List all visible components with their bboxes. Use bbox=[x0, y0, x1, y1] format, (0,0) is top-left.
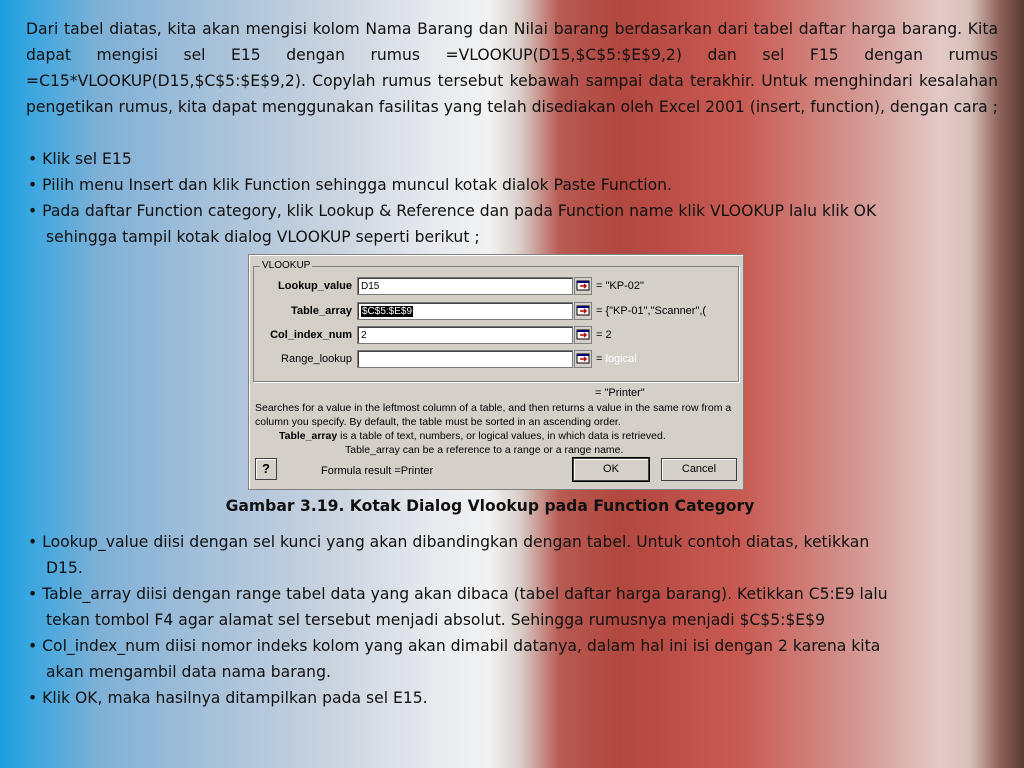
arg-label: Table_array bbox=[291, 305, 352, 317]
step-text-continued: D15. bbox=[46, 559, 83, 577]
step-text: • Klik OK, maka hasilnya ditampilkan pada sel E15. bbox=[28, 689, 428, 707]
collapse-dialog-icon[interactable] bbox=[574, 277, 592, 295]
arg-result-hint: logical bbox=[605, 353, 637, 365]
arg-row-lookup-value bbox=[254, 277, 738, 297]
cancel-button[interactable]: Cancel bbox=[661, 458, 737, 481]
step-text: • Lookup_value diisi dengan sel kunci yang akan dibandingkan dengan tabel. Untuk contoh diatas, ketikkan bbox=[28, 533, 870, 551]
range-lookup-input[interactable] bbox=[357, 350, 573, 368]
steps-list-before bbox=[28, 146, 1000, 250]
arg-help-name: Table_array bbox=[279, 430, 338, 442]
list-item bbox=[28, 529, 1000, 581]
step-text-continued: sehingga tampil kotak dialog VLOOKUP seperti berikut ; bbox=[46, 228, 480, 246]
arg-help-text-continued: Table_array can be a reference to a range or a range name. bbox=[345, 444, 624, 456]
list-item bbox=[28, 581, 1000, 633]
formula-result: Formula result =Printer bbox=[321, 465, 434, 477]
arg-row-table-array bbox=[254, 302, 738, 322]
lookup-value-input[interactable]: D15 bbox=[357, 277, 573, 295]
step-text: • Pilih menu Insert dan klik Function sehingga muncul kotak dialok Paste Function. bbox=[28, 176, 672, 194]
table-array-input[interactable] bbox=[357, 302, 573, 320]
function-description bbox=[255, 401, 737, 457]
arg-result: = {"KP-01","Scanner",( bbox=[596, 305, 707, 317]
help-button[interactable]: ? bbox=[255, 458, 277, 480]
arg-result bbox=[596, 353, 716, 365]
group-title: VLOOKUP bbox=[262, 260, 311, 271]
step-text-continued: akan mengambil data nama barang. bbox=[46, 663, 331, 681]
vlookup-dialog bbox=[248, 254, 744, 490]
formula-value: = "Printer" bbox=[595, 387, 645, 399]
list-item bbox=[28, 172, 1000, 198]
arg-help-text: is a table of text, numbers, or logical values, in which data is retrieved. bbox=[340, 430, 666, 442]
col-index-num-input[interactable]: 2 bbox=[357, 326, 573, 344]
arg-result-prefix: = bbox=[596, 353, 603, 365]
arg-result: = 2 bbox=[596, 329, 612, 341]
collapse-dialog-icon[interactable] bbox=[574, 350, 592, 368]
step-text: • Klik sel E15 bbox=[28, 150, 132, 168]
arg-result: = "KP-02" bbox=[596, 280, 644, 292]
function-arguments-group bbox=[253, 260, 739, 382]
step-text-continued: tekan tombol F4 agar alamat sel tersebut menjadi absolut. Sehingga rumusnya menjadi $C$5:$E$9 bbox=[46, 611, 826, 629]
figure-caption: Gambar 3.19. Kotak Dialog Vlookup pada Function Category bbox=[225, 497, 755, 515]
steps-list-after bbox=[28, 529, 1000, 711]
description-text: Searches for a value in the leftmost column of a table, and then returns a value in the same row from a column you specify. By default, the table must be sorted in an ascending order. bbox=[255, 402, 732, 428]
intro-paragraph: Dari tabel diatas, kita akan mengisi kolom Nama Barang dan Nilai barang berdasarkan dari tabel daftar harga barang. Kita dapat mengisi sel E15 dengan rumus =VLOOKUP(D15,$C$5:$E$9,2) dan sel F15 dengan rumus =C15*VLOOKUP(D15,$C$5:$E$9,2). Copylah rumus tersebut kebawah sampai data terakhir. Untuk menghindari kesalahan pengetikan rumus, kita dapat menggunakan fasilitas yang telah disediakan oleh Excel 2001 (insert, function), dengan cara ; bbox=[26, 20, 998, 116]
arg-label: Range_lookup bbox=[281, 353, 352, 365]
arg-label: Lookup_value bbox=[278, 280, 352, 292]
list-item bbox=[28, 198, 1000, 250]
list-item bbox=[28, 633, 1000, 685]
arg-label: Col_index_num bbox=[270, 329, 352, 341]
step-text: • Pada daftar Function category, klik Lookup & Reference dan pada Function name klik VLOOKUP lalu klik OK bbox=[28, 202, 877, 220]
list-item bbox=[28, 685, 1000, 711]
selected-text: $C$5:$E$9 bbox=[362, 306, 413, 317]
step-text: • Table_array diisi dengan range tabel data yang akan dibaca (tabel daftar harga barang). Ketikkan C5:E9 lalu bbox=[28, 585, 888, 603]
list-item bbox=[28, 146, 1000, 172]
collapse-dialog-icon[interactable] bbox=[574, 326, 592, 344]
collapse-dialog-icon[interactable] bbox=[574, 302, 592, 320]
arg-row-range-lookup bbox=[254, 350, 738, 370]
step-text: • Col_index_num diisi nomor indeks kolom yang akan dimabil datanya, dalam hal ini isi dengan 2 karena kita bbox=[28, 637, 881, 655]
ok-button[interactable]: OK bbox=[573, 458, 649, 481]
arg-row-col-index-num bbox=[254, 326, 738, 346]
